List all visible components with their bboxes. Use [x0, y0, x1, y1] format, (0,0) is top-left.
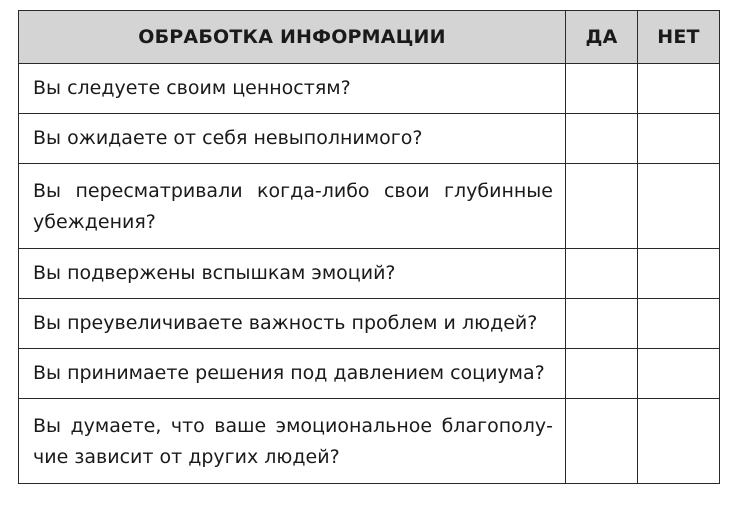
answer-no-cell[interactable]: [638, 349, 720, 399]
answer-no-cell[interactable]: [638, 114, 720, 164]
column-header-yes: ДА: [566, 11, 638, 64]
table-row: [19, 164, 720, 249]
column-header-title: ОБРАБОТКА ИНФОРМАЦИИ: [19, 11, 566, 64]
table-row: [19, 349, 720, 399]
question-cell: Вы подвержены вспышкам эмоций?: [19, 249, 566, 299]
answer-yes-cell[interactable]: [566, 114, 638, 164]
answer-no-cell[interactable]: [638, 399, 720, 484]
question-cell: Вы преувеличиваете важность проблем и людей?: [19, 299, 566, 349]
table-row: [19, 399, 720, 484]
table-row: [19, 249, 720, 299]
table-row: [19, 114, 720, 164]
question-cell: Вы следуете своим ценностям?: [19, 64, 566, 114]
question-cell: Вы думаете, что ваше эмоциональное благополучие зависит от других людей?: [19, 399, 566, 484]
question-cell: Вы пересматривали когда-либо свои глубинные убеждения?: [19, 164, 566, 249]
table-row: [19, 64, 720, 114]
answer-yes-cell[interactable]: [566, 164, 638, 249]
answer-no-cell[interactable]: [638, 299, 720, 349]
answer-yes-cell[interactable]: [566, 299, 638, 349]
answer-no-cell[interactable]: [638, 164, 720, 249]
column-header-no: НЕТ: [638, 11, 720, 64]
question-cell: Вы принимаете решения под давлением социума?: [19, 349, 566, 399]
header-row: [19, 11, 720, 64]
answer-yes-cell[interactable]: [566, 349, 638, 399]
question-cell: Вы ожидаете от себя невыполнимого?: [19, 114, 566, 164]
answer-yes-cell[interactable]: [566, 399, 638, 484]
answer-yes-cell[interactable]: [566, 249, 638, 299]
table-row: [19, 299, 720, 349]
information-processing-table: [18, 10, 720, 484]
answer-no-cell[interactable]: [638, 249, 720, 299]
answer-yes-cell[interactable]: [566, 64, 638, 114]
answer-no-cell[interactable]: [638, 64, 720, 114]
